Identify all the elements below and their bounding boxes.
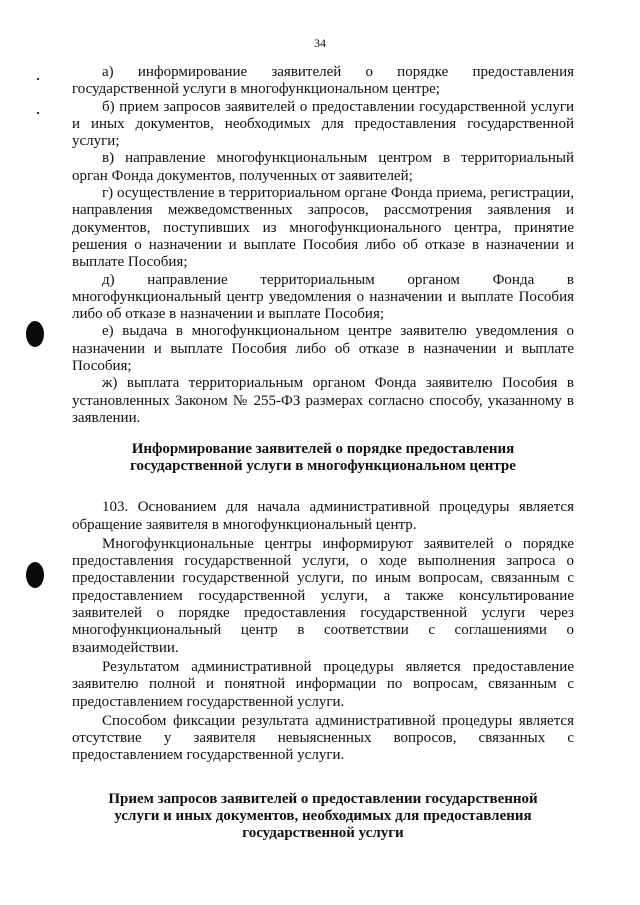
document-body	[72, 64, 574, 842]
scan-speck	[37, 78, 39, 80]
scan-speck	[37, 112, 39, 114]
paragraph: Многофункциональные центры информируют заявителей о порядке предоставления государственной услуги, о ходе выполнения запроса о предоставлении государственной услуги, по иным вопросам, связанным с предоставлением государственной услуги, а также консультирование заявителей о порядке предоставления государственной услуги через многофункциональный центр в соответствии с соглашениями о взаимодействии.	[72, 535, 574, 656]
section-heading: Прием запросов заявителей о предоставлении государственной услуги и иных документов, необходимых для предоставления государственной услуги	[108, 790, 538, 841]
list-item: е) выдача в многофункциональном центре заявителю уведомления о назначении и выплате Пособия либо об отказе в назначении и выплате Пособия;	[72, 323, 574, 375]
punch-hole	[26, 321, 44, 347]
list-item: а) информирование заявителей о порядке предоставления государственной услуги в многофункциональном центре;	[72, 64, 574, 98]
list-item: ж) выплата территориальным органом Фонда заявителю Пособия в установленных Законом № 255-ФЗ размерах согласно способу, указанному в заявлении.	[72, 375, 574, 426]
paragraph: Результатом административной процедуры является предоставление заявителю полной и понятной информации по вопросам, связанным с предоставлением государственной услуги.	[72, 658, 574, 710]
section-heading: Информирование заявителей о порядке предоставления государственной услуги в многофункциональном центре	[130, 441, 516, 475]
page-number: 34	[314, 36, 326, 50]
list-item: б) прием запросов заявителей о предоставлении государственной услуги и иных документов, необходимых для предоставления государственной услуги;	[72, 98, 574, 150]
list-item: г) осуществление в территориальном органе Фонда приема, регистрации, направления межведомственных запросов, рассмотрения заявления и документов, поступивших из многофункционального центра, принятие решения о назначении и выплате Пособия либо об отказе в назначении и выплате Пособия;	[72, 185, 574, 271]
list-item: д) направление территориальным органом Фонда в многофункциональный центр уведомления о назначении и выплате Пособия либо об отказе в назначении и выплате Пособия;	[72, 271, 574, 323]
paragraph: 103. Основанием для начала административной процедуры является обращение заявителя в многофункциональный центр.	[72, 499, 574, 533]
punch-hole	[26, 562, 44, 588]
list-item: в) направление многофункциональным центром в территориальный орган Фонда документов, полученных от заявителей;	[72, 150, 574, 184]
paragraph: Способом фиксации результата административной процедуры является отсутствие у заявителя невыясненных вопросов, связанных с предоставлением государственной услуги.	[72, 712, 574, 764]
